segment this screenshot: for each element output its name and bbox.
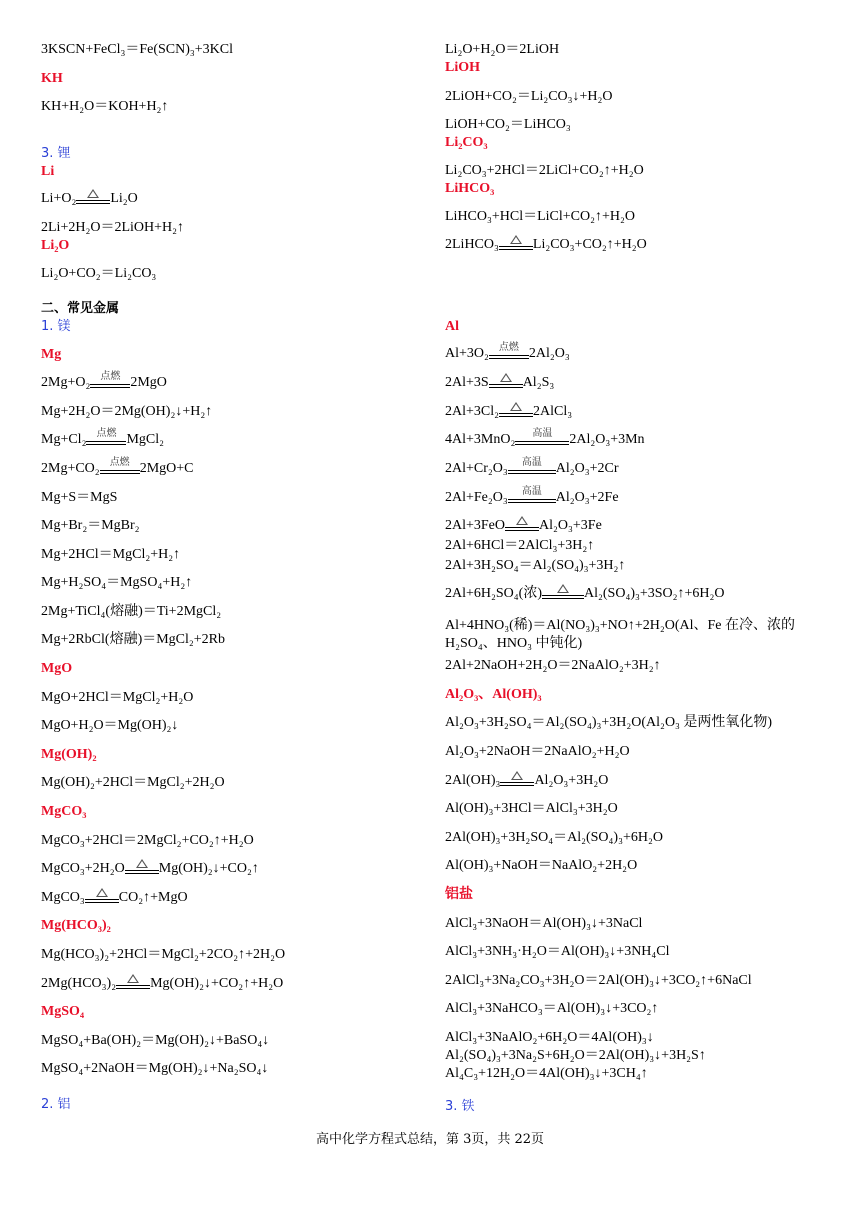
equation: LiHCO₃+HCl＝LiCl+CO₂↑+H₂O <box>445 209 636 224</box>
substance-heading: MgCO₃ <box>41 804 87 819</box>
equation: KH+H₂O＝KOH+H₂↑ <box>41 99 169 114</box>
equation: MgSO₄+Ba(OH)₂＝Mg(OH)₂↓+BaSO₄↓ <box>41 1033 270 1048</box>
equation: 2Al+Fe₂O₃ 高温 Al₂O₃+2Fe <box>445 486 619 505</box>
equation: 2Al(OH)₃+3H₂SO₄＝Al₂(SO₄)₃+6H₂O <box>445 830 663 845</box>
equation: 2Al+3Cl₂ 2AlCl₃ <box>445 404 573 419</box>
substance-heading: Li₂CO₃ <box>445 135 488 150</box>
equation: Al₂O₃+2NaOH＝2NaAlO₂+H₂O <box>445 744 630 759</box>
equation: 2Mg+CO₂ 点燃 2MgO+C <box>41 457 194 476</box>
equation: Mg+S＝MgS <box>41 490 118 505</box>
equation: 2Al+3S Al₂S₃ <box>445 375 555 390</box>
section-title: 二、常见金属 <box>41 301 120 316</box>
substance-heading: Li <box>41 164 55 179</box>
equation: 2Li+2H₂O＝2LiOH+H₂↑ <box>41 220 184 235</box>
equation: 2LiHCO₃ Li₂CO₃+CO₂↑+H₂O <box>445 237 647 252</box>
equation: 2AlCl₃+3Na₂CO₃+3H₂O＝2Al(OH)₃↓+3CO₂↑+6NaCl <box>445 973 752 988</box>
substance-heading: 铝盐 <box>445 887 473 902</box>
substance-heading: LiOH <box>445 60 481 75</box>
heating-condition-icon <box>542 585 584 603</box>
equation: LiOH+CO₂＝LiHCO₃ <box>445 117 571 132</box>
equation: Mg+Br₂＝MgBr₂ <box>41 518 140 533</box>
subsection-number: 3. 锂 <box>41 146 71 161</box>
equation: 2Al+6HCl＝2AlCl₃+3H₂↑ <box>445 538 595 553</box>
equation: AlCl₃+3NaHCO₃＝Al(OH)₃↓+3CO₂↑ <box>445 1001 659 1016</box>
heating-condition-icon <box>499 236 533 254</box>
equation: Al₂(SO₄)₃+3Na₂S+6H₂O＝2Al(OH)₃↓+3H₂S↑ <box>445 1048 706 1063</box>
equation: 2Al+Cr₂O₃ 高温 Al₂O₃+2Cr <box>445 457 619 476</box>
substance-heading: Mg <box>41 347 62 362</box>
high-temperature-condition: 高温 <box>515 431 569 449</box>
equation: 2Al+3FeO Al₂O₃+3Fe <box>445 518 602 533</box>
equation: Al(OH)₃+NaOH＝NaAlO₂+2H₂O <box>445 858 638 873</box>
equation: MgO+2HCl＝MgCl₂+H₂O <box>41 690 194 705</box>
heating-condition-icon <box>489 374 523 392</box>
equation: 3KSCN+FeCl₃＝Fe(SCN)₃+3KCl <box>41 42 234 57</box>
subsection-number: 1. 镁 <box>41 319 71 334</box>
equation: 2Al+2NaOH+2H₂O＝2NaAlO₂+3H₂↑ <box>445 658 661 673</box>
high-temperature-condition: 高温 <box>508 460 556 478</box>
equation-with-note: Al+4HNO₃(稀)＝Al(NO₃)₃+NO↑+2H₂O(Al、Fe 在冷、浓的 H₂SO₄、HNO₃ 中钝化) <box>445 618 796 651</box>
heating-condition-icon <box>125 860 159 878</box>
equation: 2Al(OH)₃ Al₂O₃+3H₂O <box>445 773 609 788</box>
equation: MgCO₃ CO₂↑+MgO <box>41 890 188 905</box>
subsection-number: 3. 铁 <box>445 1099 475 1114</box>
heating-condition-icon <box>76 190 110 208</box>
equation: Mg+2H₂O＝2Mg(OH)₂↓+H₂↑ <box>41 404 213 419</box>
substance-heading: Al₂O₃、Al(OH)₃ <box>445 687 542 702</box>
ignition-condition: 点燃 <box>90 374 130 392</box>
substance-heading: KH <box>41 71 63 86</box>
ignition-condition: 点燃 <box>489 345 529 363</box>
page-footer: 高中化学方程式总结，第 3页，共 22页 <box>315 1132 545 1147</box>
equation: 2Mg+TiCl₄(熔融)＝Ti+2MgCl₂ <box>41 604 222 619</box>
equation: MgCO₃+2HCl＝2MgCl₂+CO₂↑+H₂O <box>41 833 254 848</box>
equation: 2Al+3H₂SO₄＝Al₂(SO₄)₃+3H₂↑ <box>445 558 626 573</box>
equation: Mg(OH)₂+2HCl＝MgCl₂+2H₂O <box>41 775 225 790</box>
equation: MgO+H₂O＝Mg(OH)₂↓ <box>41 718 179 733</box>
equation: AlCl₃+3NH₃·H₂O＝Al(OH)₃↓+3NH₄Cl <box>445 944 670 959</box>
heating-condition-icon <box>499 403 533 421</box>
subsection-number: 2. 铝 <box>41 1097 71 1112</box>
equation: Li₂O+H₂O＝2LiOH <box>445 42 560 57</box>
equation: 4Al+3MnO₂ 高温 2Al₂O₃+3Mn <box>445 428 645 447</box>
equation: Al+3O₂ 点燃 2Al₂O₃ <box>445 342 570 361</box>
equation: MgSO₄+2NaOH＝Mg(OH)₂↓+Na₂SO₄↓ <box>41 1061 269 1076</box>
equation: Al₄C₃+12H₂O＝4Al(OH)₃↓+3CH₄↑ <box>445 1066 648 1081</box>
ignition-condition: 点燃 <box>100 460 140 478</box>
substance-heading: Li₂O <box>41 238 70 253</box>
equation: Mg+Cl₂ 点燃 MgCl₂ <box>41 428 165 447</box>
equation: MgCO₃+2H₂O Mg(OH)₂↓+CO₂↑ <box>41 861 259 876</box>
high-temperature-condition: 高温 <box>508 489 556 507</box>
equation: Mg(HCO₃)₂+2HCl＝MgCl₂+2CO₂↑+2H₂O <box>41 947 286 962</box>
equation: Li₂CO₃+2HCl＝2LiCl+CO₂↑+H₂O <box>445 163 644 178</box>
equation: Mg+H₂SO₄＝MgSO₄+H₂↑ <box>41 575 193 590</box>
equation: AlCl₃+3NaOH＝Al(OH)₃↓+3NaCl <box>445 916 643 931</box>
equation: Mg+2HCl＝MgCl₂+H₂↑ <box>41 547 181 562</box>
equation: AlCl₃+3NaAlO₂+6H₂O＝4Al(OH)₃↓ <box>445 1030 654 1045</box>
substance-heading: LiHCO₃ <box>445 181 495 196</box>
equation: Al(OH)₃+3HCl＝AlCl₃+3H₂O <box>445 801 618 816</box>
substance-heading: MgO <box>41 661 73 676</box>
ignition-condition: 点燃 <box>86 431 126 449</box>
equation: 2Mg(HCO₃)₂ Mg(OH)₂↓+CO₂↑+H₂O <box>41 976 284 991</box>
substance-heading: MgSO₄ <box>41 1004 85 1019</box>
heating-condition-icon <box>85 889 119 907</box>
equation: Al₂O₃+3H₂SO₄＝Al₂(SO₄)₃+3H₂O(Al₂O₃ 是两性氧化物) <box>445 715 773 730</box>
substance-heading: Al <box>445 319 459 334</box>
equation: Li₂O+CO₂＝Li₂CO₃ <box>41 266 157 281</box>
equation: 2Al+6H₂SO₄(浓) Al₂(SO₄)₃+3SO₂↑+6H₂O <box>445 586 725 601</box>
equation: Li+O₂ Li₂O <box>41 191 138 206</box>
heating-condition-icon <box>500 772 534 790</box>
heating-condition-icon <box>505 517 539 535</box>
substance-heading: Mg(OH)₂ <box>41 747 97 762</box>
equation: Mg+2RbCl(熔融)＝MgCl₂+2Rb <box>41 632 226 647</box>
heating-condition-icon <box>116 975 150 993</box>
substance-heading: Mg(HCO₃)₂ <box>41 918 111 933</box>
equation: 2LiOH+CO₂＝Li₂CO₃↓+H₂O <box>445 89 613 104</box>
equation: 2Mg+O₂ 点燃 2MgO <box>41 371 167 390</box>
